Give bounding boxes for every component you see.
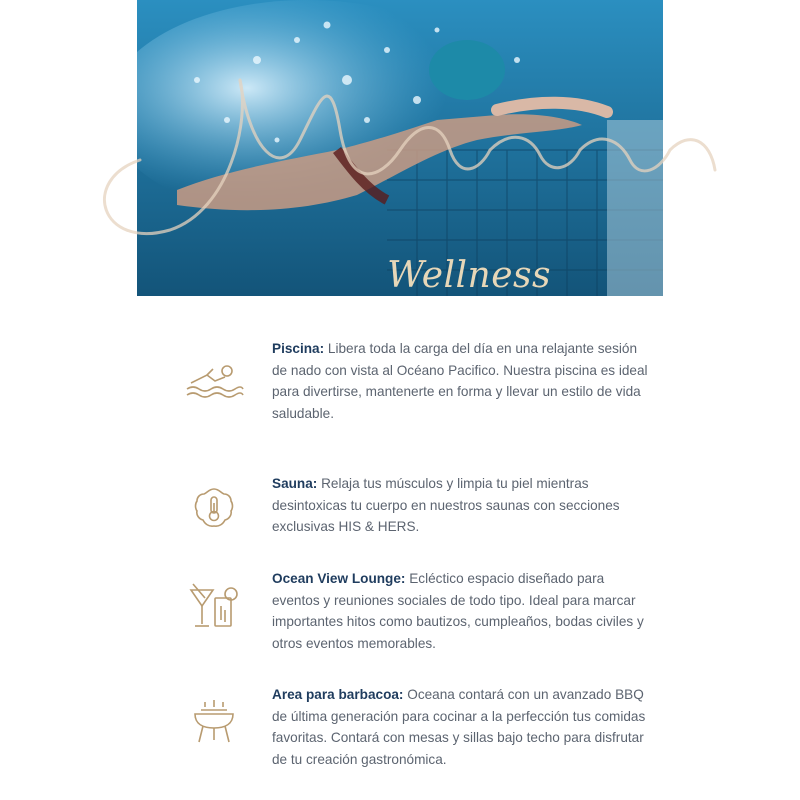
- cocktail-icon: [181, 580, 247, 634]
- item-description: [272, 568, 652, 654]
- list-item-sauna: [137, 473, 663, 543]
- hero-title: Wellness: [387, 255, 551, 296]
- item-text: Relaja tus músculos y limpia tu piel mientras desintoxicas tu cuerpo en nuestros saunas con secciones exclusivas HIS & HERS.: [272, 476, 620, 534]
- item-description: [272, 473, 652, 538]
- swimmer-photo: [137, 0, 663, 296]
- item-description: [272, 338, 652, 424]
- item-text: Ecléctico espacio diseñado para eventos y reuniones sociales de todo tipo. Ideal para marcar importantes hitos como bautizos, cumpleaños, bodas civiles y otros eventos memorables.: [272, 571, 644, 651]
- list-item-piscina: [137, 338, 663, 448]
- item-description: [272, 684, 652, 770]
- amenities-list: [137, 296, 663, 800]
- list-item-barbacoa: [137, 684, 663, 774]
- brochure-page: [137, 0, 663, 800]
- item-label: Area para barbacoa:: [272, 687, 404, 702]
- sauna-thermometer-icon: [181, 481, 247, 535]
- item-label: Sauna:: [272, 476, 318, 491]
- swimmer-icon: [181, 356, 247, 410]
- barbecue-grill-icon: [181, 694, 247, 748]
- hero-image: [137, 0, 663, 296]
- list-item-ocean-view-lounge: [137, 568, 663, 658]
- item-text: Oceana contará con un avanzado BBQ de última generación para cocinar a la perfección tus comidas favoritas. Contará con mesas y sillas bajo techo para disfrutar de tu creación gastronómica.: [272, 687, 646, 767]
- item-label: Ocean View Lounge:: [272, 571, 406, 586]
- item-label: Piscina:: [272, 341, 325, 356]
- item-text: Libera toda la carga del día en una relajante sesión de nado con vista al Océano Pacifico. Nuestra piscina es ideal para divertirse, mantenerte en forma y llevar un estilo de vida saludable.: [272, 341, 648, 421]
